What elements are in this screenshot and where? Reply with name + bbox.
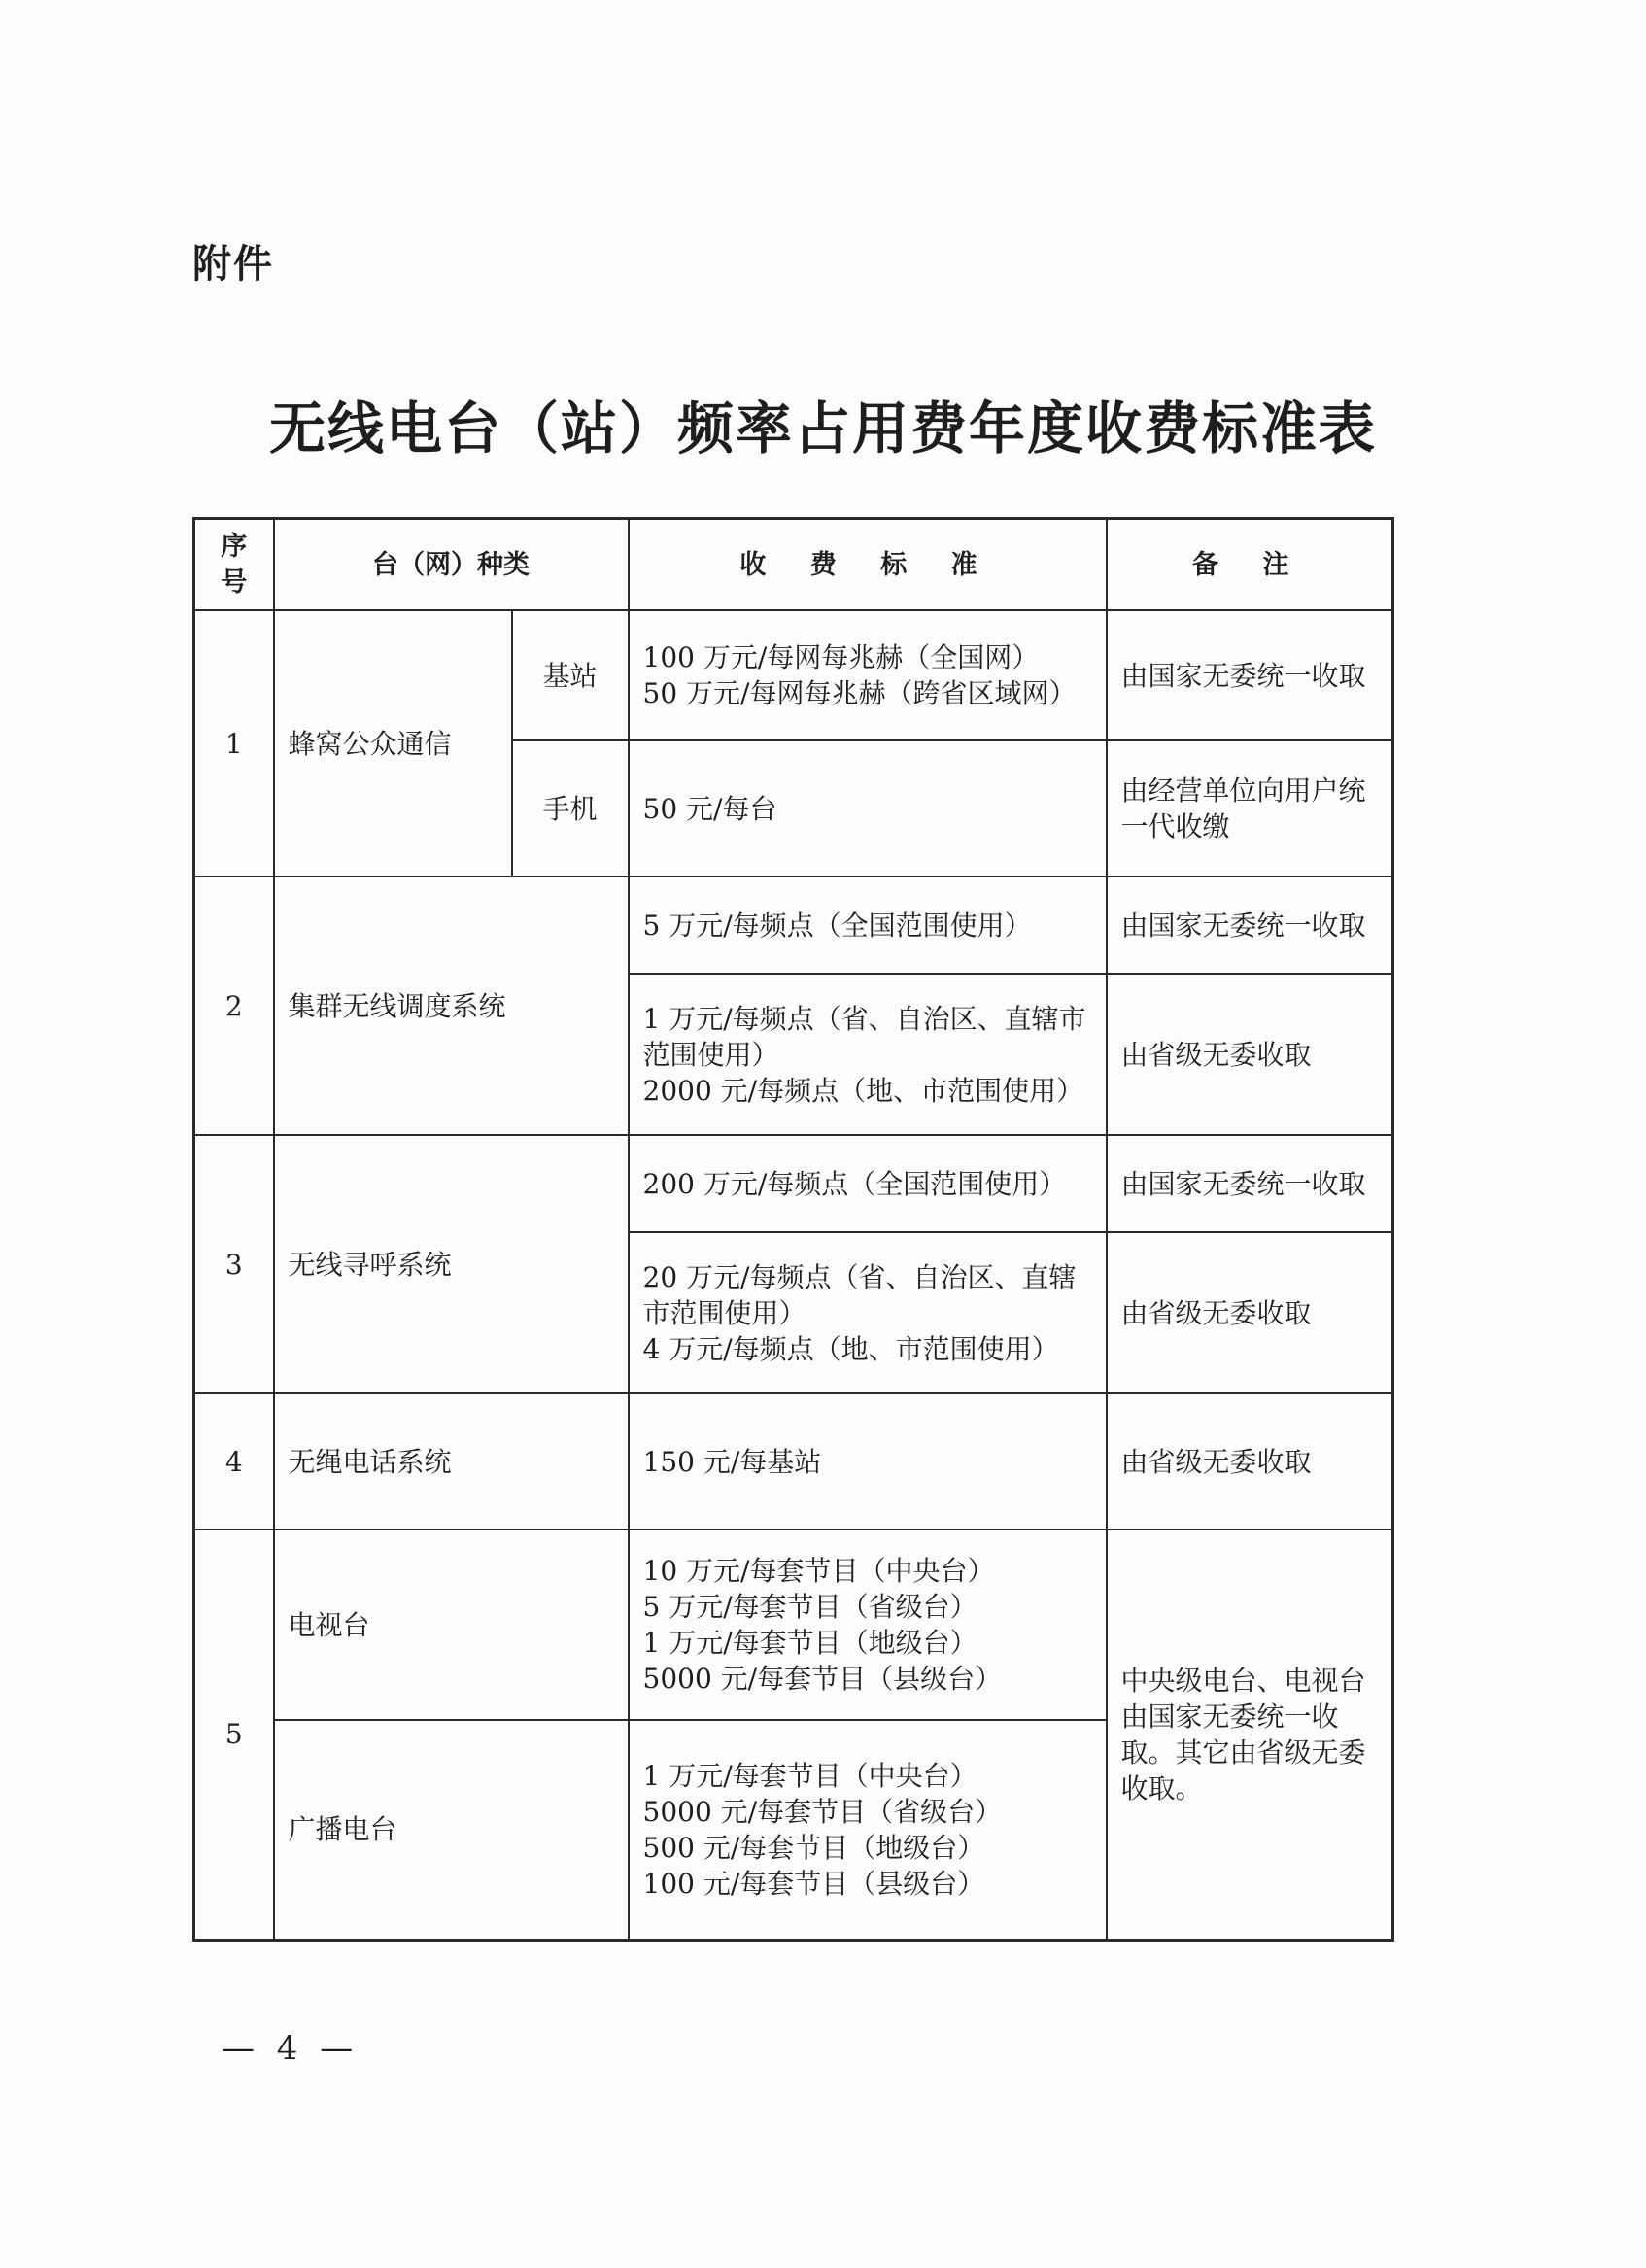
- fee-line: 100 万元/每网每兆赫（全国网）: [642, 641, 1040, 673]
- fee-line: 5 万元/每频点（全国范围使用）: [642, 909, 1032, 942]
- fee-standard-table: [192, 517, 1394, 1942]
- fee-standard-cell: [629, 1529, 1107, 1720]
- fee-line: 20 万元/每频点（省、自治区、直辖市范围使用）: [642, 1260, 1077, 1329]
- table-row: [194, 876, 1393, 974]
- attachment-label: 附件: [192, 242, 274, 287]
- fee-line: 150 元/每基站: [642, 1445, 822, 1478]
- fee-standard-cell: [629, 1720, 1107, 1940]
- table-row: [194, 1529, 1393, 1720]
- fee-line: 1 万元/每频点（省、自治区、直辖市范围使用）: [642, 1002, 1086, 1071]
- table-row: [194, 1393, 1393, 1529]
- fee-line: 2000 元/每频点（地、市范围使用）: [642, 1074, 1084, 1107]
- remark-cell: 中央级电台、电视台由国家无委统一收取。其它由省级无委收取。: [1107, 1529, 1393, 1940]
- fee-standard-cell: [629, 876, 1107, 974]
- fee-line: 5000 元/每套节目（县级台）: [642, 1663, 1003, 1695]
- fee-standard-cell: [629, 740, 1107, 876]
- fee-line: 10 万元/每套节目（中央台）: [642, 1555, 995, 1587]
- fee-line: 50 万元/每网每兆赫（跨省区域网）: [642, 677, 1077, 709]
- fee-standard-cell: [629, 1135, 1107, 1232]
- row-number: 4: [194, 1393, 274, 1529]
- row-number: 3: [194, 1135, 274, 1393]
- fee-line: 1 万元/每套节目（地级台）: [642, 1627, 977, 1659]
- row-number: 5: [194, 1529, 274, 1940]
- header-remark: 备 注: [1107, 519, 1393, 611]
- header-no: 序号: [194, 519, 274, 611]
- table-row: [194, 1135, 1393, 1232]
- row-type: 蜂窝公众通信: [274, 610, 512, 876]
- remark-cell: 由省级无委收取: [1107, 1393, 1393, 1529]
- document-title: 无线电台（站）频率占用费年度收费标准表: [268, 395, 1377, 462]
- row-type: 无绳电话系统: [274, 1393, 629, 1529]
- table-header-row: [194, 519, 1393, 611]
- header-type: 台（网）种类: [274, 519, 629, 611]
- fee-line: 50 元/每台: [642, 792, 777, 825]
- remark-cell: 由省级无委收取: [1107, 974, 1393, 1135]
- remark-cell: 由国家无委统一收取: [1107, 1135, 1393, 1232]
- fee-line: 5000 元/每套节目（省级台）: [642, 1795, 1003, 1828]
- row-type: 无线寻呼系统: [274, 1135, 629, 1393]
- remark-cell: 由国家无委统一收取: [1107, 876, 1393, 974]
- row-subtype: 基站: [512, 610, 629, 740]
- table-row: [194, 610, 1393, 740]
- fee-line: 200 万元/每频点（全国范围使用）: [642, 1167, 1067, 1200]
- remark-cell: 由经营单位向用户统一代收缴: [1107, 740, 1393, 876]
- row-subtype: 手机: [512, 740, 629, 876]
- fee-standard-cell: [629, 974, 1107, 1135]
- row-type: 集群无线调度系统: [274, 876, 629, 1135]
- fee-standard-cell: [629, 1232, 1107, 1393]
- remark-cell: 由省级无委收取: [1107, 1232, 1393, 1393]
- fee-line: 1 万元/每套节目（中央台）: [642, 1759, 977, 1792]
- fee-standard-cell: [629, 610, 1107, 740]
- fee-line: 500 元/每套节目（地级台）: [642, 1831, 985, 1864]
- page-number: — 4 —: [222, 2029, 360, 2068]
- header-standard: 收 费 标 准: [629, 519, 1107, 611]
- fee-line: 5 万元/每套节目（省级台）: [642, 1591, 977, 1623]
- fee-standard-cell: [629, 1393, 1107, 1529]
- fee-line: 4 万元/每频点（地、市范围使用）: [642, 1332, 1059, 1365]
- remark-cell: 由国家无委统一收取: [1107, 610, 1393, 740]
- row-number: 2: [194, 876, 274, 1135]
- row-type: 广播电台: [274, 1720, 629, 1940]
- fee-line: 100 元/每套节目（县级台）: [642, 1867, 985, 1900]
- row-type: 电视台: [274, 1529, 629, 1720]
- row-number: 1: [194, 610, 274, 876]
